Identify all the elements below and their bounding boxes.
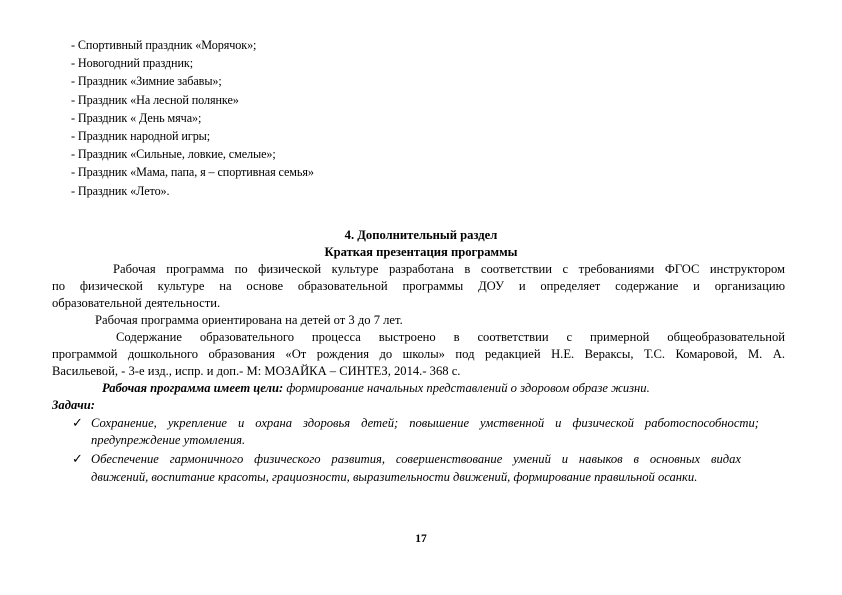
tasks-heading: Задачи:	[52, 398, 95, 412]
section-title: 4. Дополнительный раздел	[344, 228, 498, 242]
list-item: - Праздник «Лето».	[71, 183, 170, 198]
list-item: - Праздник «Мама, папа, я – спортивная семья»	[71, 165, 314, 180]
list-item: - Спортивный праздник «Морячок»;	[71, 38, 257, 52]
list-item: - Праздник « День мяча»;	[71, 110, 202, 125]
paragraph-line: программой дошкольного образования «От рождения до школы» под редакцией Н.Е. Вераксы, Т.С. Комаровой, М. А.	[52, 347, 785, 361]
age-paragraph: Рабочая программа ориентирована на детей от 3 до 7 лет.	[95, 313, 403, 327]
list-item: - Праздник народной игры;	[71, 129, 211, 144]
holiday-list	[71, 36, 314, 200]
checkmark-icon: ✓	[72, 451, 83, 466]
goal-line	[102, 380, 650, 396]
task-line: движений, воспитание красоты, грациозности, выразительности движений, формирование правильной осанки.	[91, 470, 698, 484]
checkmark-icon: ✓	[72, 415, 83, 430]
page-number: 17	[415, 533, 427, 545]
paragraph-line: образовательной деятельности.	[52, 296, 221, 310]
goal-text: формирование начальных представлений о здоровом образе жизни.	[283, 381, 650, 395]
paragraph-line: по физической культуре на основе образовательной программы ДОУ и определяет содержание и организацию	[52, 279, 785, 293]
paragraph-line: Содержание образовательного процесса выстроено в соответствии с примерной общеобразовательной	[116, 330, 785, 344]
paragraph-line: Рабочая программа по физической культуре разработана в соответствии с требованиями ФГОС инструктором	[113, 262, 785, 276]
task-line: Обеспечение гармоничного физического развития, совершенствование умений и навыков в основных видах	[91, 452, 741, 466]
list-item: - Праздник «Зимние забавы»;	[71, 74, 222, 89]
task-line: предупреждение утомления.	[91, 433, 246, 447]
list-item: - Новогодний праздник;	[71, 56, 193, 71]
list-item: - Праздник «На лесной полянке»	[71, 92, 239, 107]
section-subtitle: Краткая презентация программы	[324, 245, 518, 259]
paragraph-line: Васильевой, - 3-е изд., испр. и доп.- М: МОЗАЙКА – СИНТЕЗ, 2014.- 368 с.	[52, 364, 461, 378]
list-item: - Праздник «Сильные, ловкие, смелые»;	[71, 147, 276, 162]
goal-label: Рабочая программа имеет цели:	[102, 381, 284, 395]
task-line: Сохранение, укрепление и охрана здоровья детей; повышение умственной и физической работоспособности;	[91, 416, 759, 430]
